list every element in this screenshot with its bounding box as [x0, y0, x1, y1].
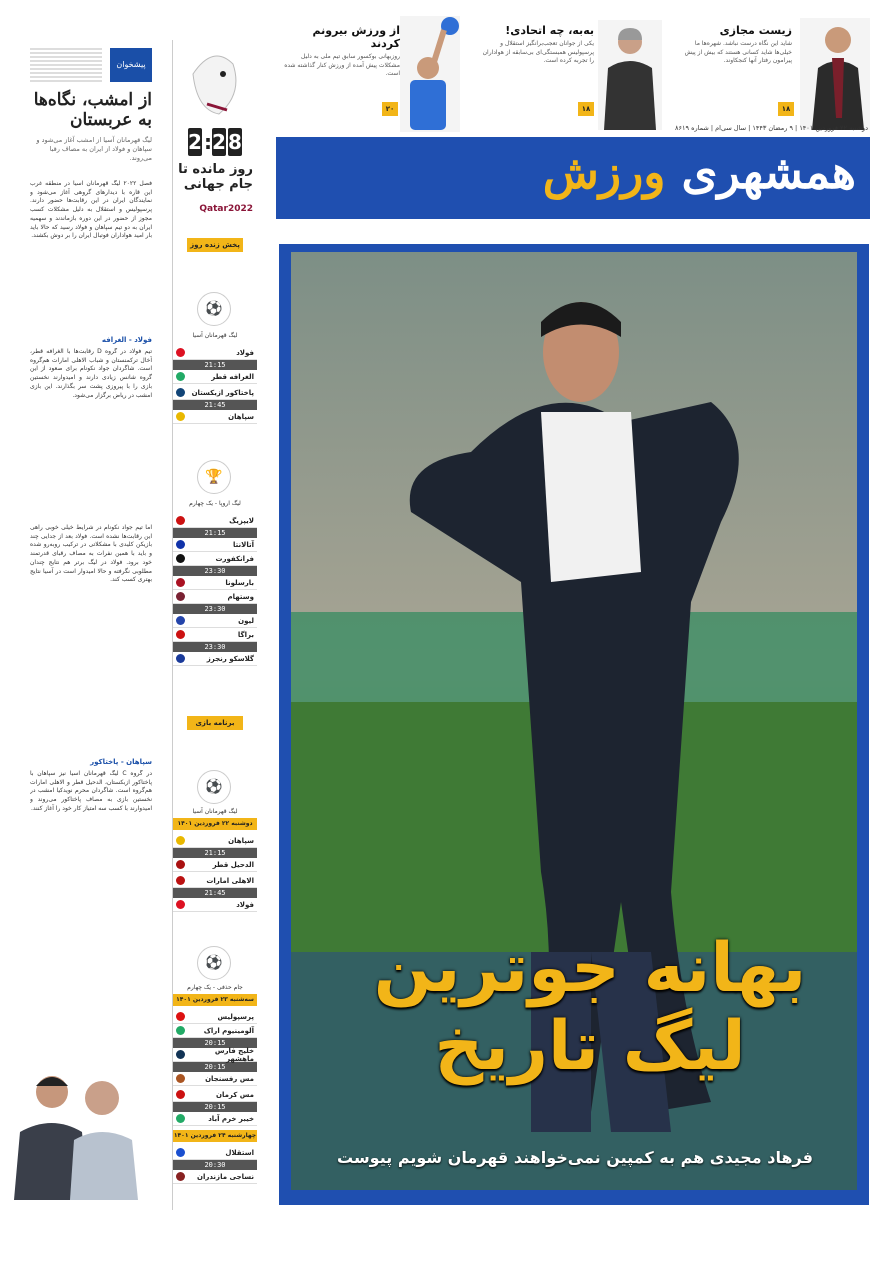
- crest-icon: [176, 616, 185, 625]
- away-team: مس رفسنجان: [205, 1074, 254, 1083]
- match-time: 23:30: [173, 642, 257, 652]
- home-team: فرانکفورت: [215, 554, 254, 563]
- crest-icon: [176, 1074, 185, 1083]
- countdown-separator: :: [204, 130, 212, 154]
- masthead-title-main: همشهری: [681, 145, 856, 199]
- away-team: نساجی مازندران: [196, 1172, 254, 1181]
- teaser-2-photo: [598, 20, 662, 130]
- left-body-4: در گروه C لیگ قهرمانان آسیا نیز سپاهان با پاختاکور ازبکستان، الدحیل قطر و الاهلی امارات هم‌گروه است. شاگردان محرم نویدکیا امشب در نخستین بازی به مصاف پاختاکور می‌روند و امیدوارند با کسب سه امتیاز کار خود را آغاز کنند.: [30, 770, 152, 812]
- away-team: گلاسکو رنجرز: [206, 654, 254, 663]
- away-team: خیبر خرم آباد: [208, 1114, 254, 1123]
- match-time: 21:15: [173, 848, 257, 858]
- crest-icon: [176, 516, 185, 525]
- afc-champions-league-icon: ⚽: [197, 292, 231, 326]
- home-team: مس کرمان: [215, 1090, 254, 1099]
- match-time: 23:30: [173, 604, 257, 614]
- date-bar: دوشنبه ۲۲ فروردین ۱۴۰۱: [173, 818, 257, 830]
- crest-icon: [176, 1172, 185, 1181]
- fixtures-column: [172, 40, 257, 1210]
- teaser-3-title: از ورزش بیرونم کردند: [312, 24, 400, 50]
- europa-league-icon: 🏆: [197, 460, 231, 494]
- match-time: 21:45: [173, 400, 257, 410]
- left-subhead-1: فولاد - الغرافه: [101, 336, 152, 344]
- left-body-3: اما تیم جواد نکونام در شرایط خیلی خوبی راهی این رقابت‌ها نشده است. فولاد بعد از جدایی چند بازیکن کلیدی با مشکلاتی در ترکیب روبه‌رو شده و باید با همین نفرات به مصاف رقبای قدرتمند خود برود. فولاد در لیگ برتر هم نتایج چندان مطلوبی نگرفته و حالا امیدوار است در آسیا نتایج بهتری کسب کند.: [30, 524, 152, 584]
- countdown: [179, 128, 251, 158]
- program-label: برنامه بازی: [187, 716, 243, 730]
- match-time: 21:15: [173, 528, 257, 538]
- masthead-title: [543, 145, 856, 199]
- match-row: [173, 386, 257, 424]
- masthead-title-accent: ورزش: [542, 145, 666, 199]
- crest-icon: [176, 372, 185, 381]
- match-time: 20:15: [173, 1102, 257, 1112]
- left-subhead-2: سپاهان - پاختاکور: [90, 758, 152, 766]
- away-team: الدحیل قطر: [212, 860, 254, 869]
- crest-icon: [176, 1050, 185, 1059]
- qr-code-icon: [30, 48, 102, 82]
- match-row: [173, 514, 257, 552]
- crest-icon: [176, 348, 185, 357]
- away-team: بارسلونا: [225, 578, 254, 587]
- world-cup-mascot-icon: [183, 44, 243, 122]
- home-team: پاختاکور ازبکستان: [191, 388, 254, 397]
- crest-icon: [176, 554, 185, 563]
- match-time: 23:30: [173, 566, 257, 576]
- teaser-3-photo: [400, 16, 460, 132]
- home-team: فولاد: [236, 348, 254, 357]
- teaser-3-page: ۲۰: [382, 102, 398, 116]
- away-team: فولاد: [236, 900, 254, 909]
- teaser-3[interactable]: [282, 14, 472, 134]
- date-bar: چهارشنبه ۲۴ فروردین ۱۴۰۱: [173, 1130, 257, 1142]
- crest-icon: [176, 836, 185, 845]
- teaser-1-page: ۱۸: [778, 102, 794, 116]
- hazfi-cup-icon: ⚽: [197, 946, 231, 980]
- countdown-digit: 2: [212, 130, 226, 154]
- crest-icon: [176, 630, 185, 639]
- crest-icon: [176, 860, 185, 869]
- left-headline: از امشب، نگاه‌ها به عربستان: [33, 90, 152, 130]
- match-row: [173, 346, 257, 384]
- competition-label: لیگ اروپا - یک چهارم: [189, 500, 241, 507]
- match-row: [173, 1010, 257, 1048]
- home-team: خلیج فارس ماهشهر: [214, 1046, 254, 1063]
- coaches-photo: [10, 1062, 140, 1200]
- match-row: [173, 552, 257, 590]
- crest-icon: [176, 388, 185, 397]
- crest-icon: [176, 1026, 185, 1035]
- match-time: 20:30: [173, 1160, 257, 1170]
- main-headline-line1: بهانه جوترین: [373, 929, 807, 1008]
- crest-icon: [176, 592, 185, 601]
- match-row: [173, 628, 257, 666]
- crest-icon: [176, 900, 185, 909]
- competition-label: لیگ قهرمانان آسیا: [192, 332, 238, 339]
- crest-icon: [176, 540, 185, 549]
- main-headline-line2: لیگ تاریخ: [434, 1007, 746, 1086]
- left-body-2: تیم فولاد در گروه D رقابت‌ها با الغرافه قطر، آخال ترکمنستان و شباب الاهلی امارات هم‌گروه است. شاگردان جواد نکونام برای صعود از این گروه شانس زیادی دارند و امیدوارند نخستین بازی را با پیروزی پشت سر بگذارند. این بازی امشب در ریاض برگزار می‌شود.: [30, 348, 152, 399]
- countdown-digit: 8: [228, 130, 242, 154]
- home-team: وستهام: [227, 592, 254, 601]
- match-row: [173, 1088, 257, 1126]
- crest-icon: [176, 1012, 185, 1021]
- teaser-2-text: یکی از جوانان تعجب‌برانگیز استقلال و پرسپولیس همبستگی‌ای بی‌سابقه از هواداران را تجربه کرده است.: [482, 40, 594, 64]
- teaser-2-title: به‌به، چه اتحادی!: [505, 24, 594, 37]
- home-team: لایپزیگ: [229, 516, 254, 525]
- away-team: لیون: [238, 616, 254, 625]
- main-subheadline: فرهاد مجیدی هم به کمپین نمی‌خواهند قهرمان شویم پیوست: [337, 1148, 813, 1167]
- match-row: [173, 1048, 257, 1086]
- teaser-2-page: ۱۸: [578, 102, 594, 116]
- match-row: [173, 590, 257, 628]
- qatar-label: Qatar2022: [199, 204, 253, 214]
- teaser-2[interactable]: [480, 14, 670, 134]
- away-team: آلومینیوم اراک: [203, 1026, 254, 1035]
- home-team: سپاهان: [228, 836, 254, 845]
- teaser-1-photo: [800, 18, 870, 130]
- match-row: [173, 1146, 257, 1184]
- home-team: براگا: [237, 630, 254, 639]
- masthead: [276, 137, 870, 219]
- main-headline: [330, 930, 850, 1086]
- crest-icon: [176, 1114, 185, 1123]
- match-time: 21:45: [173, 888, 257, 898]
- home-team: استقلال: [225, 1148, 254, 1157]
- teaser-1-title: زیست مجازی: [719, 24, 792, 37]
- crest-icon: [176, 578, 185, 587]
- away-team: الغرافه قطر: [211, 372, 254, 381]
- left-article: [30, 40, 152, 1210]
- away-team: آتالانتا: [233, 540, 254, 549]
- match-row: [173, 874, 257, 912]
- competition-label: جام حذفی - یک چهارم: [187, 984, 243, 991]
- match-row: [173, 834, 257, 872]
- teaser-1-text: شاید این نگاه درست نباشد. شهره‌ها ما خیلی‌ها شاید کسانی هستند که بیش از پیش پیرامون رفتار آنها کنجکاوند.: [684, 40, 792, 64]
- crest-icon: [176, 1090, 185, 1099]
- crest-icon: [176, 1148, 185, 1157]
- masthead-dateline: دوشنبه ۲۲ فروردین ۱۴۰۱ | ۹ رمضان ۱۴۴۳ | سال سی‌ام | شماره ۸۶۱۹: [675, 124, 868, 132]
- section-tag: پیشخوان: [110, 48, 152, 82]
- countdown-label: روز مانده تا جام جهانی: [178, 162, 253, 192]
- home-team: الاهلی امارات: [206, 876, 254, 885]
- afc-champions-league-icon: ⚽: [197, 770, 231, 804]
- competition-label: لیگ قهرمانان آسیا: [192, 808, 238, 815]
- teaser-3-text: روزبهانی بوکسور سابق تیم ملی به دلیل مشکلات پیش آمده از ورزش کنار گذاشته شده است.: [284, 53, 400, 77]
- live-label: پخش زنده روز: [187, 238, 243, 252]
- teaser-1[interactable]: [680, 14, 870, 134]
- match-time: 21:15: [173, 360, 257, 370]
- date-bar: سه‌شنبه ۲۳ فروردین ۱۴۰۱: [173, 994, 257, 1006]
- countdown-digit: 2: [188, 130, 202, 154]
- crest-icon: [176, 412, 185, 421]
- match-time: 20:15: [173, 1038, 257, 1048]
- crest-icon: [176, 654, 185, 663]
- match-time: 20:15: [173, 1062, 257, 1072]
- home-team: پرسپولیس: [217, 1012, 254, 1021]
- left-body-1: فصل ۲۰۲۲ لیگ قهرمانان آسیا در منطقه غرب این قاره با دیدارهای گروهی آغاز می‌شود و نمایندگان ایران در این رقابت‌ها حضور دارند. پرسپولیس و استقلال به دلیل مشکلات کسب مجوز از حضور در این دوره بازماندند و سهمیه ایران به دو تیم سپاهان و فولاد رسید که حالا باید بار امید هواداران فوتبال ایران را بر دوش بکشند.: [30, 180, 152, 240]
- away-team: سپاهان: [228, 412, 254, 421]
- crest-icon: [176, 876, 185, 885]
- left-lead: لیگ قهرمانان آسیا از امشب آغاز می‌شود و سپاهان و فولاد از ایران به مصاف رقبا می‌روند.: [36, 136, 152, 162]
